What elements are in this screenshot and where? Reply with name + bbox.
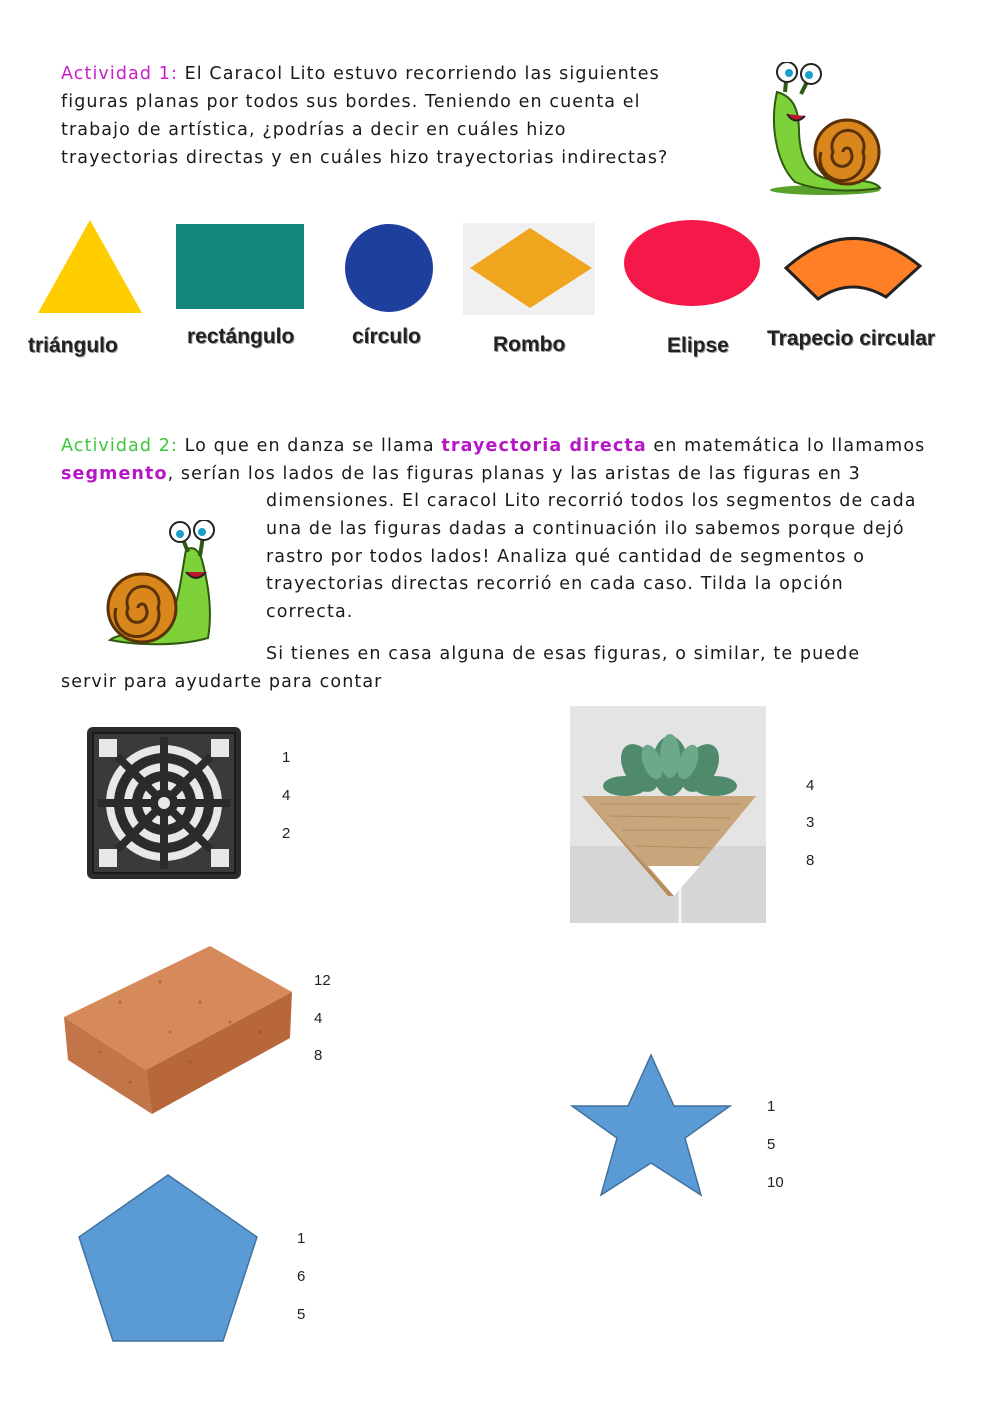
activity2-line-5: rastro por todos lados! Analiza qué cantidad de segmentos o <box>266 546 866 567</box>
planter-option-2[interactable]: 3 <box>806 814 815 831</box>
activity1-line-2: figuras planas por todos sus bordes. Teniendo en cuenta el <box>61 92 641 112</box>
grate-option-3[interactable]: 2 <box>282 825 291 842</box>
shape-label-ellipse: Elipse <box>667 334 729 357</box>
activity1-line-3: trabajo de artística, ¿podrías a decir en cuáles hizo <box>61 120 567 140</box>
activity2-body <box>266 488 917 627</box>
star-option-3[interactable]: 10 <box>767 1174 784 1191</box>
highlight-segment: segmento <box>61 464 168 484</box>
snail-icon <box>100 520 220 650</box>
activity2-extra-2: servir para ayudarte para contar <box>61 672 383 692</box>
activity1-label: Actividad 1: <box>61 64 178 84</box>
snail-icon <box>765 62 885 197</box>
planter-option-3[interactable]: 8 <box>806 852 815 869</box>
activity2-line-4: una de las figuras dadas a continuación ilo sabemos porque dejó <box>266 518 905 539</box>
activity2-intro <box>61 432 925 488</box>
shapes-row <box>0 210 1000 320</box>
grate-option-1[interactable]: 1 <box>282 749 291 766</box>
shape-label-circular-trapezoid: Trapecio circular <box>767 327 936 350</box>
triangle-shape <box>38 220 142 313</box>
planter-option-1[interactable]: 4 <box>806 777 815 794</box>
pentagon-image <box>76 1172 260 1344</box>
circle-shape <box>345 224 433 312</box>
activity2-line2-b: , serían los lados de las figuras planas y las aristas de las figuras en 3 <box>167 464 861 484</box>
star-image <box>570 1052 732 1198</box>
activity2-label: Actividad 2: <box>61 436 178 456</box>
pentagon-option-1[interactable]: 1 <box>297 1230 306 1247</box>
activity2-line-7: correcta. <box>266 602 354 623</box>
activity2-extra-1: Si tienes en casa alguna de esas figuras, o similar, te puede <box>266 644 861 664</box>
brick-option-2[interactable]: 4 <box>314 1010 323 1027</box>
pentagon-option-3[interactable]: 5 <box>297 1306 306 1323</box>
ellipse-shape <box>624 220 760 306</box>
shape-label-circle: círculo <box>352 325 421 348</box>
star-option-1[interactable]: 1 <box>767 1098 776 1115</box>
activity2-line1-b: en matemática lo llamamos <box>646 436 926 456</box>
pentagon-option-2[interactable]: 6 <box>297 1268 306 1285</box>
activity1-text <box>61 60 668 172</box>
grate-image <box>85 725 243 881</box>
highlight-direct-trajectory: trayectoria directa <box>441 436 647 456</box>
rectangle-shape <box>176 224 304 309</box>
star-option-2[interactable]: 5 <box>767 1136 776 1153</box>
activity2-line-3: dimensiones. El caracol Lito recorrió todos los segmentos de cada <box>266 491 917 511</box>
shape-label-rectangle: rectángulo <box>187 325 295 348</box>
brick-option-3[interactable]: 8 <box>314 1047 323 1064</box>
activity1-line-1: El Caracol Lito estuvo recorriendo las siguientes <box>177 64 660 84</box>
planter-image <box>570 706 766 923</box>
activity2-line-6: trayectorias directas recorrió en cada caso. Tilda la opción <box>266 574 844 595</box>
brick-image <box>60 942 295 1117</box>
shape-label-triangle: triángulo <box>28 334 118 357</box>
brick-option-1[interactable]: 12 <box>314 972 331 989</box>
shape-label-rhombus: Rombo <box>493 333 566 356</box>
grate-option-2[interactable]: 4 <box>282 787 291 804</box>
activity2-line1-a: Lo que en danza se llama <box>177 436 442 456</box>
circular-trapezoid-shape <box>786 238 920 299</box>
activity1-line-4: trayectorias directas y en cuáles hizo trayectorias indirectas? <box>61 148 669 168</box>
